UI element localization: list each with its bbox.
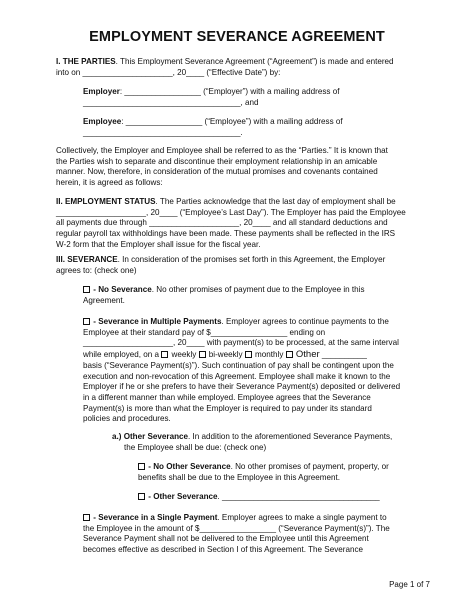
other-interval-blank: __________ <box>321 350 367 360</box>
multiple-payments-line: in a different manner than while employed. Employee agrees that the Severance <box>83 392 371 402</box>
other-severance-option-label: - Other Severance <box>148 492 218 501</box>
multiple-payments-line: policies and procedures. <box>83 414 171 424</box>
no-other-severance-option <box>138 462 430 483</box>
parties-heading: I. THE PARTIES <box>56 57 116 66</box>
other-severance-option <box>138 492 430 503</box>
employment-status-line: ____________________, 20____ (“Employee’s Last Day”). The Employer has paid the Employee <box>56 207 406 217</box>
multiple-payments-text-1: . Employer agrees to continue payments to the <box>221 317 389 326</box>
checkbox-multiple-payments[interactable] <box>83 318 90 325</box>
collectively-paragraph <box>56 146 430 189</box>
multiple-payments-line: basis (“Severance Payment(s)”). Such continuation of pay shall be contingent upon the <box>83 360 394 370</box>
other-severance-blank: . ___________________________________ <box>217 492 380 501</box>
other-severance-subsection <box>112 432 430 453</box>
checkbox-biweekly[interactable] <box>199 351 206 358</box>
severance-section <box>56 255 430 276</box>
employee-text-2: ___________________________________. <box>83 127 243 137</box>
single-payment-line: becomes effective as described in Section I of this Agreement. The Severance <box>83 545 363 555</box>
no-severance-text-1: . No other promises of payment due to the Employee in this <box>151 285 365 294</box>
collectively-line: herein, it is agreed as follows: <box>56 178 163 188</box>
employee-label: Employee <box>83 117 122 126</box>
other-severance-label: a.) Other Severance <box>112 432 189 441</box>
other-severance-text-1: . In addition to the aforementioned Severance Payments, <box>188 432 393 441</box>
checkbox-single-payment[interactable] <box>83 514 90 521</box>
single-payment-text-1: . Employer agrees to make a single payment to <box>217 513 387 522</box>
checkbox-monthly[interactable] <box>245 351 252 358</box>
weekly-label: weekly <box>171 350 197 360</box>
employee-text-1: : _________________ (“Employee”) with a mailing address of <box>121 117 343 126</box>
collectively-line: manner. Now, therefore, in consideration of the mutual promises and covenants contained <box>56 167 378 177</box>
multiple-payments-line: execution and non-revocation of this Agreement. Employee shall make it known to the <box>83 371 391 381</box>
other-severance-text-2: the Employee shall be due: (check one) <box>124 442 267 452</box>
no-severance-label: - No Severance <box>93 285 152 294</box>
no-other-severance-text-2: benefits shall be due to the Employee in this Agreement. <box>138 472 341 482</box>
severance-text-1: . In consideration of the promises set forth in this Agreement, the Employer <box>117 255 386 264</box>
employer-text-2: ___________________________________, and <box>83 97 259 107</box>
employment-status-line: W-2 form that the Employer shall issue for the fiscal year. <box>56 239 261 249</box>
checkbox-other-interval[interactable] <box>286 351 293 358</box>
employment-status-text: . The Parties acknowledge that the last day of employment shall be <box>155 197 396 206</box>
employer-text-1: : _________________ (“Employer”) with a mailing address of <box>119 87 340 96</box>
no-severance-option <box>83 285 423 306</box>
checkbox-weekly[interactable] <box>161 351 168 358</box>
multiple-payments-line: Payment(s) is more than what the Employer is required to pay under its standard <box>83 403 372 413</box>
multiple-payments-label: - Severance in Multiple Payments <box>93 317 222 326</box>
biweekly-label: bi-weekly <box>208 350 243 360</box>
employment-status-line: regular payroll tax withholdings have been made. These payments shall be reflected in the IRS <box>56 229 396 239</box>
collectively-line: the Parties wish to separate and discontinue their employment relationship in an amicable <box>56 156 378 166</box>
parties-text-2: into on ____________________, 20____ (“Effective Date”) by: <box>56 67 281 77</box>
severance-heading: III. SEVERANCE <box>56 255 118 264</box>
severance-text-2: agrees to: (check one) <box>56 265 137 275</box>
other-interval-label: Other <box>295 349 320 361</box>
single-payment-line: Severance Payment shall not be delivered to the Employee until this Agreement <box>83 534 369 544</box>
no-other-severance-text-1: . No other promises of payment, property, or <box>230 462 389 471</box>
checkbox-no-severance[interactable] <box>83 286 90 293</box>
no-other-severance-label: - No Other Severance <box>148 462 231 471</box>
checkbox-other-severance[interactable] <box>138 493 145 500</box>
employee-block <box>83 117 423 138</box>
collectively-line: Collectively, the Employer and Employee shall be referred to as the “Parties.” It is known that <box>56 146 388 155</box>
single-payment-label: - Severance in a Single Payment <box>93 513 218 522</box>
employer-label: Employer <box>83 87 120 96</box>
multiple-payments-interval-text: while employed, on a <box>83 350 162 360</box>
checkbox-no-other-severance[interactable] <box>138 463 145 470</box>
single-payment-line: the Employee in the amount of $_________________ (“Severance Payment(s)”). The <box>83 523 390 533</box>
multiple-payments-line: Employer if he or she prefers to have their Severance Payment(s) deposited or delivered <box>83 382 401 392</box>
multiple-payments-option <box>83 317 423 425</box>
no-severance-text-2: Agreement. <box>83 295 125 305</box>
employer-block <box>83 87 423 108</box>
parties-section <box>56 57 430 78</box>
multiple-payments-text-2: Employee at their standard pay of $_________________ ending on <box>83 327 326 337</box>
employment-status-line: all payments due through ____________________, 20____ and all standard deductions and <box>56 218 388 228</box>
single-payment-option <box>83 513 423 556</box>
employment-status-section <box>56 197 430 251</box>
multiple-payments-text-3: ____________________, 20____ with payment(s) to be processed, at the same interval <box>83 338 399 348</box>
page-number: Page 1 of 7 <box>389 580 430 589</box>
employment-status-heading: II. EMPLOYMENT STATUS <box>56 197 156 206</box>
page-title: EMPLOYMENT SEVERANCE AGREEMENT <box>89 29 385 45</box>
parties-text-1: . This Employment Severance Agreement (“Agreement”) is made and entered <box>115 57 394 66</box>
monthly-label: monthly <box>255 350 284 360</box>
